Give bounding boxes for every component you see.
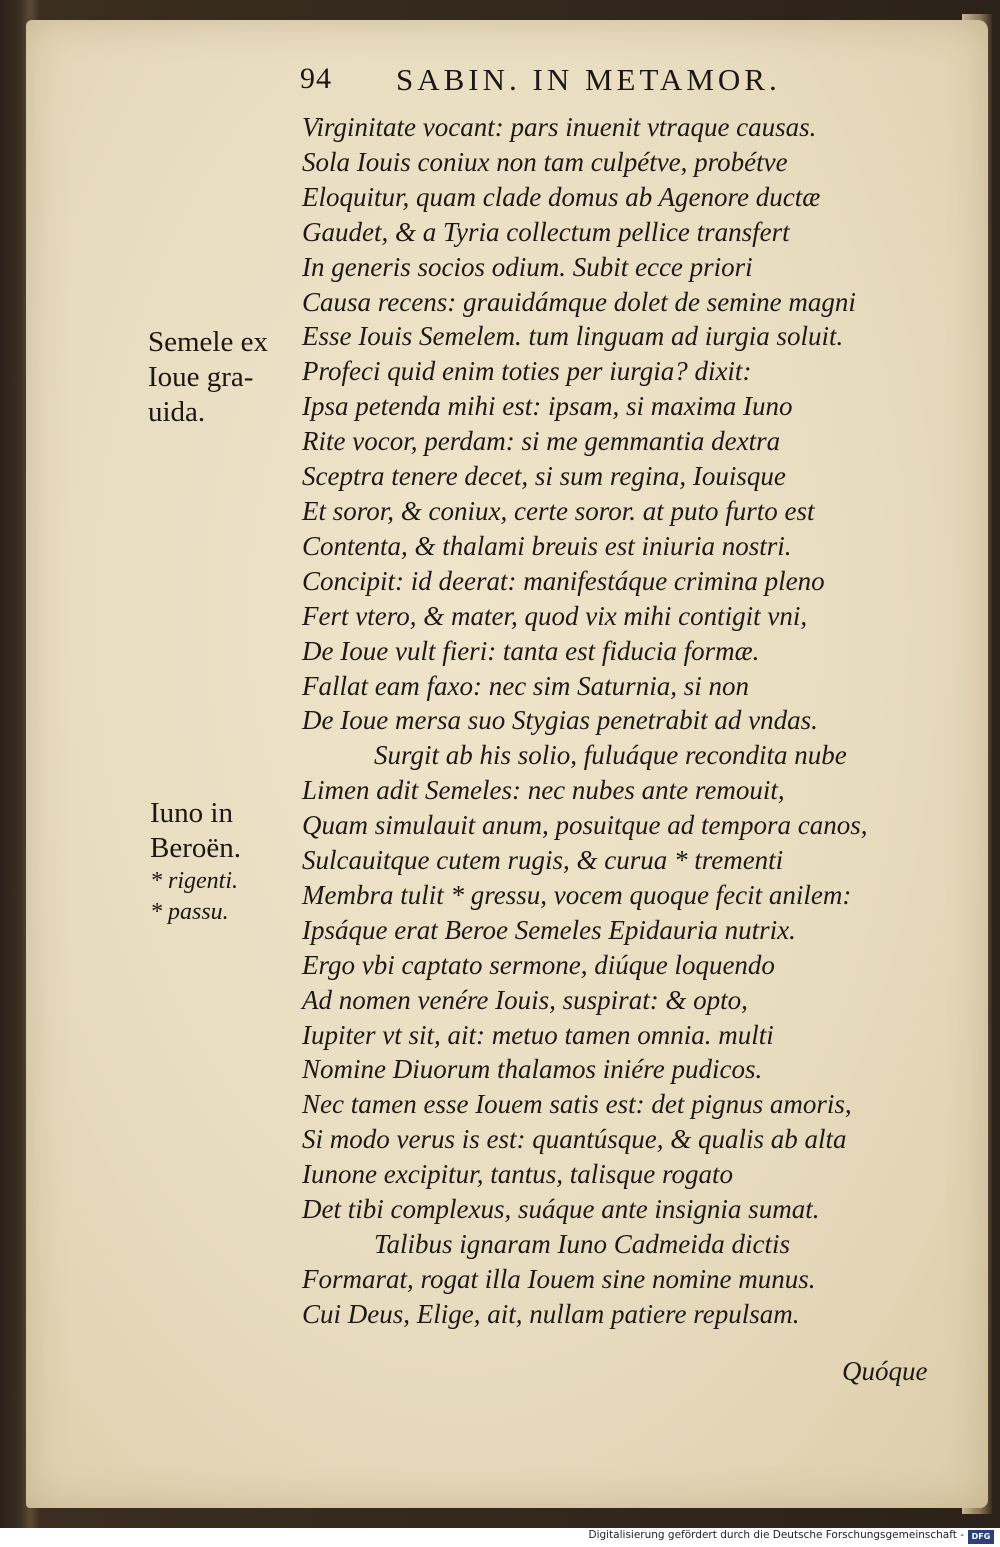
verse-line: Nec tamen esse Iouem satis est: det pignus amoris,	[302, 1089, 852, 1120]
verse-line: Concipit: id deerat: manifestáque crimina pleno	[302, 565, 825, 596]
variant-reading: * rigenti.	[150, 868, 238, 894]
verse-line: Causa recens: grauidámque dolet de semine magni	[302, 286, 856, 317]
verse-line: Iunone excipitur, tantus, talisque rogato	[302, 1159, 733, 1190]
verse-line: Iupiter vt sit, ait: metuo tamen omnia. multi	[302, 1019, 774, 1050]
verse-line: Fert vtero, & mater, quod vix mihi contigit vni,	[302, 600, 808, 631]
page-number: 94	[300, 62, 332, 95]
verse-line: Et soror, & coniux, certe soror. at puto furto est	[302, 495, 815, 526]
verse-line: Membra tulit * gressu, vocem quoque fecit anilem:	[302, 879, 852, 910]
verse-line: Si modo verus is est: quantúsque, & qualis ab alta	[302, 1124, 847, 1155]
margin-note-iuno	[150, 796, 241, 928]
verse-line: Eloquitur, quam clade domus ab Agenore ductæ	[302, 181, 821, 212]
verse-line: Sceptra tenere decet, si sum regina, Iouisque	[302, 461, 786, 492]
verse-line: Limen adit Semeles: nec nubes ante remouit,	[302, 775, 785, 806]
verse-line: Surgit ab his solio, fuluáque recondita nube	[374, 740, 847, 771]
verse-text	[302, 110, 912, 1332]
margin-note-semele	[148, 325, 268, 430]
verse-line: Sola Iouis coniux non tam culpétve, probétve	[302, 146, 788, 177]
verse-line: Cui Deus, Elige, ait, nullam patiere repulsam.	[302, 1298, 800, 1329]
verse-line: Virginitate vocant: pars inuenit vtraque causas.	[302, 112, 817, 142]
margin-note-line: uida.	[148, 396, 206, 428]
digitization-footer	[0, 1528, 1000, 1547]
verse-line: Contenta, & thalami breuis est iniuria nostri.	[302, 530, 792, 561]
variant-reading: * passu.	[150, 899, 229, 925]
verse-line: Gaudet, & a Tyria collectum pellice transfert	[302, 216, 790, 247]
running-head: SABIN. IN METAMOR.	[396, 62, 781, 97]
verse-line: Nomine Diuorum thalamos iniére pudicos.	[302, 1054, 763, 1085]
verse-line: Esse Iouis Semelem. tum linguam ad iurgia soluit.	[302, 321, 844, 352]
margin-note-line: Semele ex	[148, 326, 268, 358]
verse-line: Rite vocor, perdam: si me gemmantia dextra	[302, 426, 781, 457]
verse-line: Ad nomen venére Iouis, suspirat: & opto,	[302, 984, 748, 1015]
margin-note-line: Beroën.	[150, 832, 241, 864]
verse-line: Formarat, rogat illa Iouem sine nomine munus.	[302, 1263, 816, 1294]
margin-note-line: Iuno in	[150, 797, 233, 829]
verse-line: Profeci quid enim toties per iurgia? dixit:	[302, 356, 752, 387]
catchword: Quóque	[842, 1356, 928, 1386]
verse-line: De Ioue mersa suo Stygias penetrabit ad vndas.	[302, 705, 818, 736]
verse-line: Sulcauitque cutem rugis, & curua * trementi	[302, 845, 784, 876]
funding-credit: Digitalisierung gefördert durch die Deutsche Forschungsgemeinschaft -	[588, 1529, 964, 1541]
verse-line: Ergo vbi captato sermone, diúque loquendo	[302, 949, 775, 980]
dfg-logo-icon: DFG	[968, 1530, 994, 1544]
margin-note-line: Ioue gra-	[148, 361, 254, 393]
verse-line: Talibus ignaram Iuno Cadmeida dictis	[374, 1229, 791, 1259]
verse-line: Quam simulauit anum, posuitque ad tempora canos,	[302, 810, 868, 841]
verse-line: Fallat eam faxo: nec sim Saturnia, si non	[302, 670, 749, 701]
page-header	[300, 62, 860, 102]
verse-line: Ipsa petenda mihi est: ipsam, si maxima Iuno	[302, 391, 793, 422]
verse-line: In generis socios odium. Subit ecce priori	[302, 251, 753, 282]
verse-line: Ipsáque erat Beroe Semeles Epidauria nutrix.	[302, 914, 796, 945]
verse-line: De Ioue vult fieri: tanta est fiducia formæ.	[302, 635, 760, 666]
verse-line: Det tibi complexus, suáque ante insignia sumat.	[302, 1194, 820, 1225]
